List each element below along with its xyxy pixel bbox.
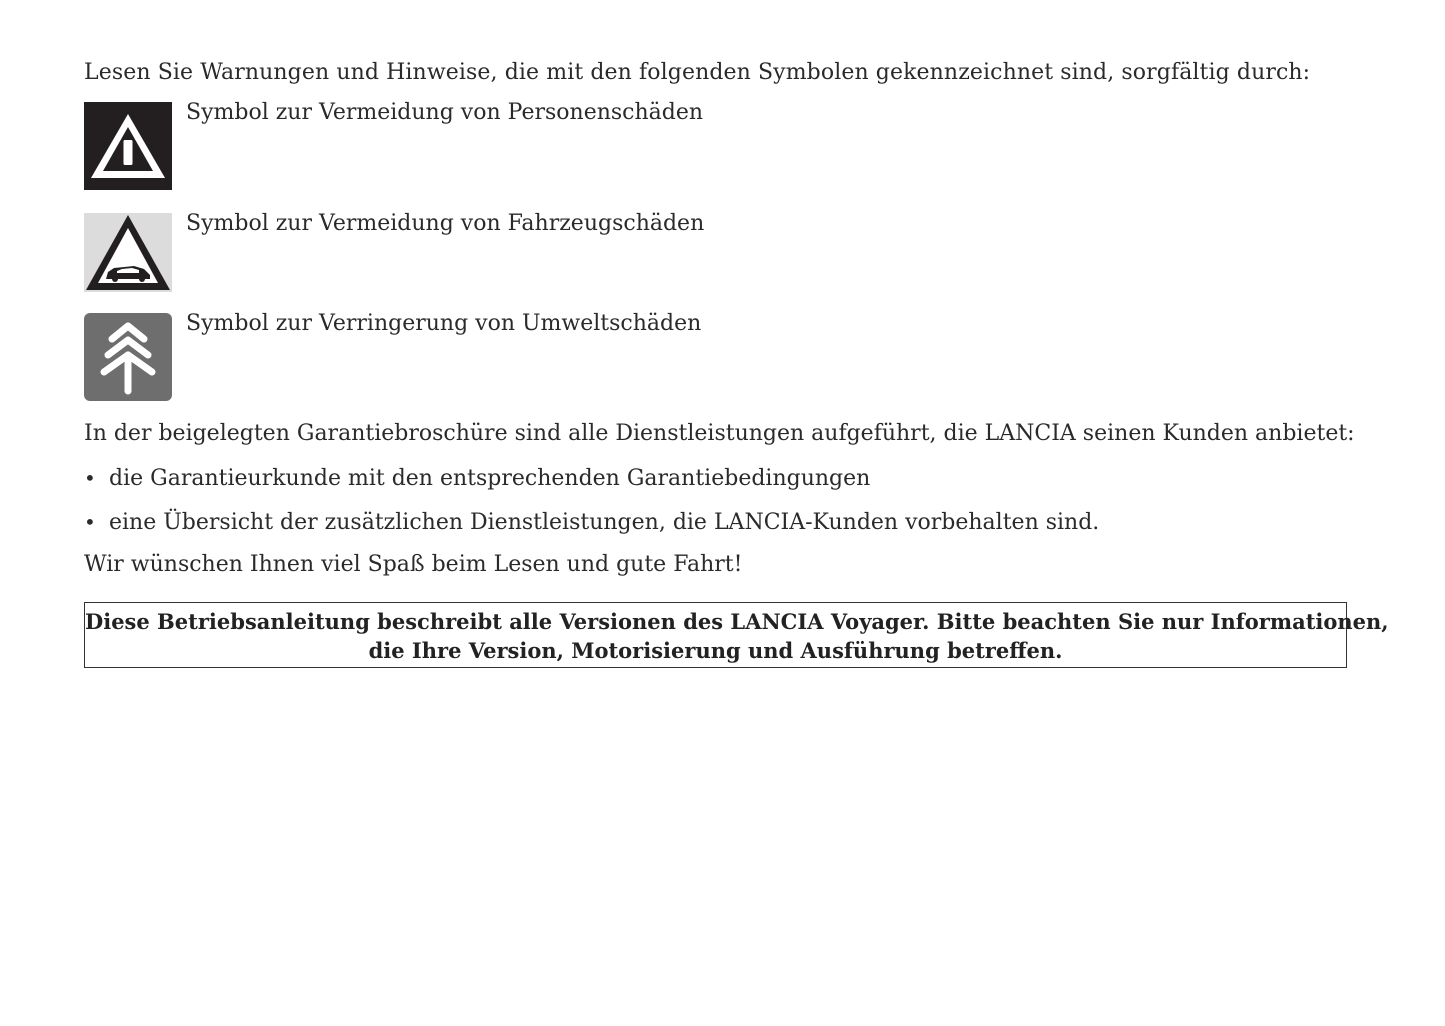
symbol-row-vehicle [84, 213, 784, 303]
notice-line-2: die Ihre Version, Motorisierung und Ausführung betreffen. [368, 638, 1063, 663]
symbol-row-person [84, 102, 784, 192]
closing-text: Wir wünschen Ihnen viel Spaß beim Lesen und gute Fahrt! [84, 552, 743, 577]
list-item [84, 462, 870, 495]
bullet-glyph: • [84, 466, 96, 490]
intro-text: Lesen Sie Warnungen und Hinweise, die mit den folgenden Symbolen gekennzeichnet sind, sorgfältig durch: [84, 60, 1311, 85]
list-item-text: eine Übersicht der zusätzlichen Dienstleistungen, die LANCIA-Kunden vorbehalten sind. [109, 510, 1100, 535]
symbol-label-person: Symbol zur Vermeidung von Personenschäden [186, 100, 704, 125]
guarantee-intro: In der beigelegten Garantiebroschüre sind alle Dienstleistungen aufgeführt, die LANCIA seinen Kunden anbietet: [84, 421, 1355, 446]
list-item [84, 506, 1099, 539]
warning-vehicle-icon [84, 213, 172, 292]
list-item-text: die Garantieurkunde mit den entsprechenden Garantiebedingungen [109, 466, 871, 491]
symbol-label-vehicle: Symbol zur Vermeidung von Fahrzeugschäden [186, 211, 705, 236]
notice-box [84, 602, 1389, 668]
symbol-row-environment [84, 313, 784, 403]
environment-tree-icon [84, 313, 172, 401]
bullet-glyph: • [84, 510, 96, 534]
symbol-label-environment: Symbol zur Verringerung von Umweltschäden [186, 311, 702, 336]
warning-person-icon [84, 102, 172, 190]
notice-line-1: Diese Betriebsanleitung beschreibt alle Versionen des LANCIA Voyager. Bitte beachten Sie nur Informationen, [85, 609, 1389, 634]
